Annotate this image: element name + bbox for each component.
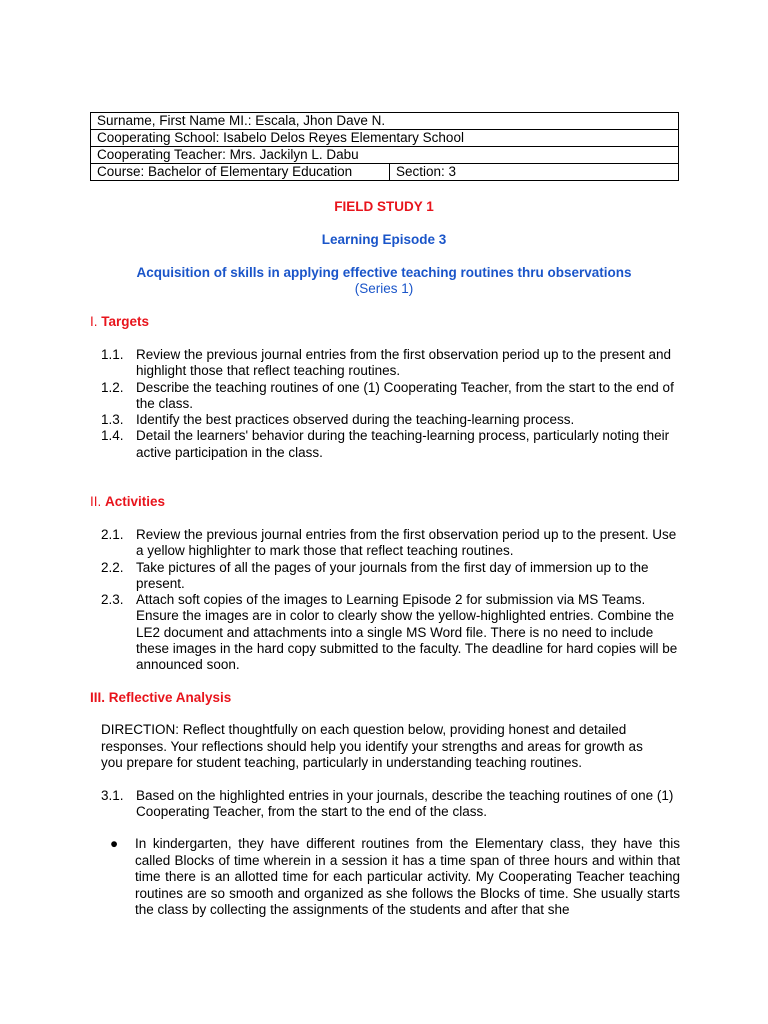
list-item: 2.1. Review the previous journal entries from the first observation period up to the present. Use a yellow highlighter to mark those that reflect teaching routines.	[101, 527, 677, 559]
questions-list	[101, 788, 681, 821]
activities-heading	[90, 494, 165, 509]
list-item: 3.1. Based on the highlighted entries in your journals, describe the teaching routines of one (1) Cooperating Teacher, from the start to the end of the class.	[101, 788, 674, 820]
list-item: 2.3. Attach soft copies of the images to Learning Episode 2 for submission via MS Teams. Ensure the images are in color to clearly show the yellow-highlighted entries. Combine the LE2 document and attachments into a single MS Word file. There is no need to include these images in the hard copy submitted to the faculty. The deadline for hard copies will be announced soon.	[101, 592, 678, 673]
episode-title: Learning Episode 3	[321, 232, 447, 247]
topic-title: Acquisition of skills in applying effective teaching routines thru observations	[136, 265, 632, 280]
activities-title: Activities	[105, 494, 166, 509]
list-item: 1.4. Detail the learners' behavior during the teaching-learning process, particularly noting their active participation in the class.	[101, 428, 670, 460]
course-cell: Course: Bachelor of Elementary Education	[91, 164, 390, 181]
section-cell: Section: 3	[390, 164, 679, 181]
student-name-cell: Surname, First Name MI.: Escala, Jhon Dave N.	[91, 113, 679, 130]
reflective-analysis-heading: III. Reflective Analysis	[90, 690, 232, 705]
list-item: 1.1. Review the previous journal entries from the first observation period up to the present and highlight those that reflect teaching routines.	[101, 347, 672, 379]
answer-bullet-item	[110, 836, 680, 919]
answer-text: In kindergarten, they have different routines from the Elementary class, they have this called Blocks of time wherein in a session it has a time span of three hours and within that time there is an allotted time for each particular activity. My Cooperating Teacher teaching routines are so smooth and organized as she follows the Blocks of time. She usually starts the class by collecting the assignments of the students and after that she	[135, 836, 680, 917]
targets-title: Targets	[101, 314, 150, 329]
cooperating-teacher-cell: Cooperating Teacher: Mrs. Jackilyn L. Dabu	[91, 147, 679, 164]
student-info-table	[90, 112, 679, 181]
list-item: 1.3. Identify the best practices observed during the teaching-learning process.	[101, 412, 575, 428]
list-item: 2.2. Take pictures of all the pages of your journals from the first day of immersion up to the present.	[101, 559, 649, 591]
series-label: (Series 1)	[354, 281, 414, 296]
list-item: 1.2. Describe the teaching routines of one (1) Cooperating Teacher, from the start to the end of the class.	[101, 379, 674, 411]
direction-paragraph: DIRECTION: Reflect thoughtfully on each question below, providing honest and detailed responses. Your reflections should help you identify your strengths and areas for growth as you prepare for student teaching, particularly in understanding teaching routines.	[101, 722, 643, 770]
targets-numeral: I.	[90, 314, 102, 329]
targets-heading	[90, 314, 149, 329]
field-study-title: FIELD STUDY 1	[334, 199, 434, 214]
activities-list	[101, 527, 681, 674]
targets-list	[101, 347, 681, 461]
bullet-icon: ●	[110, 836, 119, 851]
activities-numeral: II.	[90, 494, 106, 509]
cooperating-school-cell: Cooperating School: Isabelo Delos Reyes Elementary School	[91, 130, 679, 147]
